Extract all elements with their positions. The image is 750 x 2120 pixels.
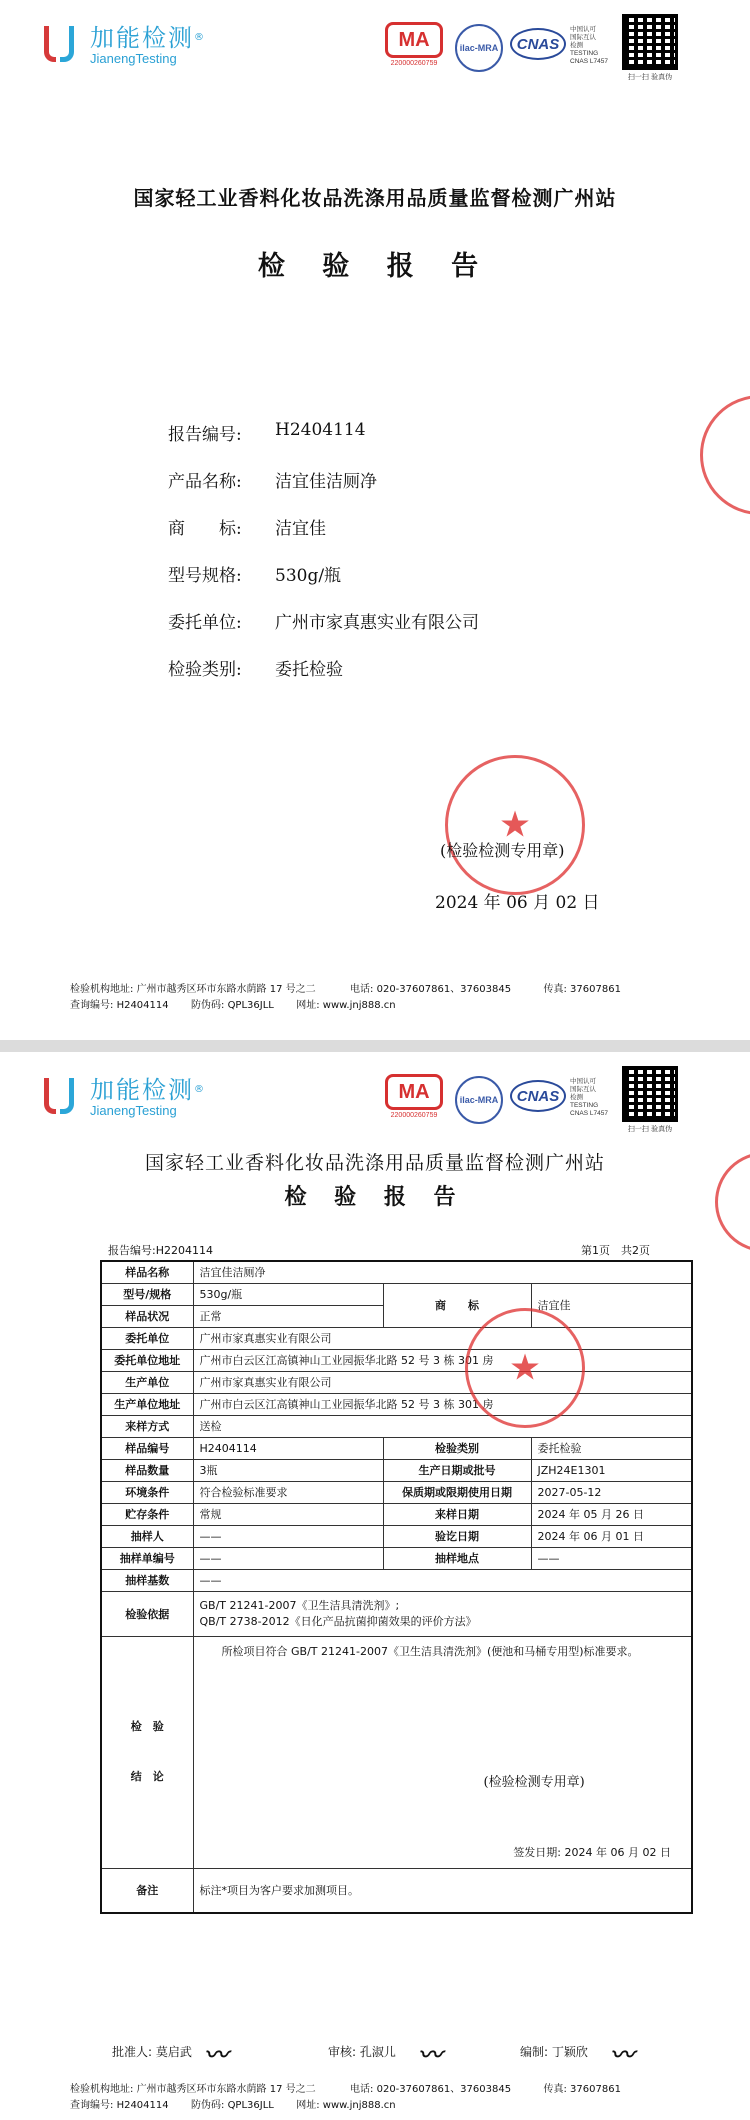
qr-caption: 扫一扫 验真伪 xyxy=(627,73,673,81)
address: 广州市越秀区环市东路水荫路 17 号之二 xyxy=(136,2084,316,2095)
row-label: 来样日期 xyxy=(383,1503,531,1525)
info-label: 委托单位: xyxy=(168,613,242,633)
row-value xyxy=(193,1591,692,1636)
approver-signature-icon: 〰︎ xyxy=(204,2040,228,2069)
row-label: 样品名称 xyxy=(101,1261,193,1283)
row-value: —— xyxy=(193,1547,383,1569)
cnas-label: CNAS xyxy=(510,28,566,60)
fax-label: 传真: xyxy=(543,984,567,995)
page-footer xyxy=(70,2082,621,2114)
logo-en: JianengTesting xyxy=(90,50,177,66)
row-value: 洁宜佳 xyxy=(531,1283,692,1327)
row-label: 样品状况 xyxy=(101,1305,193,1327)
row-value: 3瓶 xyxy=(193,1459,383,1481)
report-title: 检 验 报 告 xyxy=(284,1185,466,1210)
signatures xyxy=(112,2035,690,2069)
table-row xyxy=(101,1415,692,1437)
cnas-text-line: CNAS L7457 xyxy=(570,58,608,65)
row-label: 验讫日期 xyxy=(383,1525,531,1547)
org-name: 国家轻工业香料化妆品洗涤用品质量监督检测广州站 xyxy=(144,1152,605,1174)
info-label: 报告编号: xyxy=(168,425,242,445)
row-label: 委托单位 xyxy=(101,1327,193,1349)
query-label: 查询编号: xyxy=(70,1000,114,1011)
company-logo xyxy=(40,1074,206,1120)
stamp-caption: (检验检测专用章) xyxy=(483,1774,585,1790)
stamp-caption: (检验检测专用章) xyxy=(440,841,565,860)
fax: 37607861 xyxy=(570,2084,621,2095)
cma-label: MA xyxy=(385,1074,443,1110)
fax-label: 传真: xyxy=(543,2084,567,2095)
row-value: —— xyxy=(531,1547,692,1569)
row-label: 商 标 xyxy=(383,1283,531,1327)
conclusion-label-2: 结 论 xyxy=(130,1770,164,1783)
page-indicator: 第1页 共2页 xyxy=(581,1244,650,1257)
table-row xyxy=(101,1591,692,1636)
cnas-text-line: TESTING xyxy=(570,1102,599,1109)
info-row xyxy=(168,561,479,608)
cma-badge xyxy=(385,22,443,72)
cma-number: 220000260759 xyxy=(390,60,438,67)
row-label: 委托单位地址 xyxy=(101,1349,193,1371)
info-value: 530g/瓶 xyxy=(275,566,342,586)
page-header xyxy=(0,1052,750,1142)
report-title: 检 验 报 告 xyxy=(257,251,493,282)
table-row xyxy=(101,1459,692,1481)
row-value: 2027-05-12 xyxy=(531,1481,692,1503)
row-value: H2404114 xyxy=(193,1437,383,1459)
row-value: 标注*项目为客户要求加测项目。 xyxy=(193,1868,692,1913)
row-label: 生产单位地址 xyxy=(101,1393,193,1415)
row-label: 抽样单编号 xyxy=(101,1547,193,1569)
cnas-text-line: 国际互认 xyxy=(570,1086,596,1093)
cma-badge xyxy=(385,1074,443,1124)
editor-signature-icon: 〰︎ xyxy=(610,2040,634,2069)
cnas-text-line: 检测 xyxy=(570,1094,583,1101)
info-value: 广州市家真惠实业有限公司 xyxy=(275,613,479,633)
table-row xyxy=(101,1371,692,1393)
row-value: 广州市白云区江高镇神山工业园振华北路 52 号 3 栋 301 房 xyxy=(193,1393,692,1415)
table-row xyxy=(101,1327,692,1349)
registered-mark: ® xyxy=(194,31,206,43)
address-label: 检验机构地址: xyxy=(70,2084,134,2095)
qr-code-icon[interactable] xyxy=(622,1066,678,1122)
row-value: 广州市白云区江高镇神山工业园振华北路 52 号 3 栋 301 房 xyxy=(193,1349,692,1371)
row-label: 备注 xyxy=(101,1868,193,1913)
info-label: 商 标: xyxy=(168,519,242,539)
table-row xyxy=(101,1868,692,1913)
ilac-mra-badge: ilac-MRA xyxy=(455,24,503,72)
row-label: 环境条件 xyxy=(101,1481,193,1503)
web-link[interactable]: www.jnj888.cn xyxy=(322,2100,396,2111)
official-seal-icon: ★ xyxy=(465,1308,585,1428)
cma-number: 220000260759 xyxy=(390,1112,438,1119)
table-row xyxy=(101,1437,692,1459)
info-row xyxy=(168,608,479,655)
cnas-text-line: TESTING xyxy=(570,50,599,57)
info-row xyxy=(168,420,479,467)
row-value: —— xyxy=(193,1525,383,1547)
phone-label: 电话: xyxy=(350,2084,374,2095)
company-logo xyxy=(40,22,206,68)
table-row xyxy=(101,1547,692,1569)
org-name: 国家轻工业香料化妆品洗涤用品质量监督检测广州站 xyxy=(133,186,617,210)
anti-fake-label: 防伪码: xyxy=(191,2100,225,2111)
row-value: 常规 xyxy=(193,1503,383,1525)
cnas-label: CNAS xyxy=(510,1080,566,1112)
row-value: 正常 xyxy=(193,1305,383,1327)
reviewer: 审核: 孔淑儿 xyxy=(328,2045,396,2059)
row-label: 检验类别 xyxy=(383,1437,531,1459)
info-value: 洁宜佳 xyxy=(275,519,326,539)
table-row xyxy=(101,1393,692,1415)
query-number: H2404114 xyxy=(116,2100,169,2111)
jn-logo-icon xyxy=(40,22,82,68)
row-value: 530g/瓶 xyxy=(193,1283,383,1305)
info-row xyxy=(168,467,479,514)
official-seal-icon: ★ xyxy=(445,755,585,895)
info-label: 产品名称: xyxy=(168,472,242,492)
page-footer xyxy=(70,982,621,1014)
row-value: 2024 年 05 月 26 日 xyxy=(531,1503,692,1525)
sign-date: 签发日期: 2024 年 06 月 02 日 xyxy=(513,1845,671,1859)
table-row xyxy=(101,1283,692,1305)
cnas-badge xyxy=(510,1080,566,1120)
page-header xyxy=(0,0,750,90)
qr-code-icon[interactable] xyxy=(622,14,678,70)
row-label: 样品编号 xyxy=(101,1437,193,1459)
conclusion-cell xyxy=(193,1636,692,1868)
cnas-text-line: 检测 xyxy=(570,42,583,49)
table-row xyxy=(101,1569,692,1591)
conclusion-text: 所检项目符合 GB/T 21241-2007《卫生洁具清洗剂》(便池和马桶专用型)标准要求。 xyxy=(221,1644,639,1658)
row-label: 保质期或限期使用日期 xyxy=(383,1481,531,1503)
query-label: 查询编号: xyxy=(70,2100,114,2111)
row-label: 贮存条件 xyxy=(101,1503,193,1525)
row-value: 符合检验标准要求 xyxy=(193,1481,383,1503)
report-number: 报告编号:H2204114 xyxy=(108,1244,213,1257)
table-row xyxy=(101,1349,692,1371)
row-value: 委托检验 xyxy=(531,1437,692,1459)
cnas-text-line: 国际互认 xyxy=(570,34,596,41)
web-label: 网址: xyxy=(296,1000,320,1011)
logo-cn: 加能检测 xyxy=(90,23,194,52)
row-label: 抽样基数 xyxy=(101,1569,193,1591)
row-value: —— xyxy=(193,1569,692,1591)
edge-seal-icon xyxy=(700,395,750,515)
web-link[interactable]: www.jnj888.cn xyxy=(322,1000,396,1011)
basis-standard-1: GB/T 21241-2007《卫生洁具清洗剂》; xyxy=(199,1598,400,1612)
info-row xyxy=(168,655,479,702)
cnas-text xyxy=(570,26,608,66)
report-cover-page xyxy=(0,0,750,1040)
fax: 37607861 xyxy=(570,984,621,995)
logo-cn: 加能检测 xyxy=(90,1075,194,1104)
row-label: 来样方式 xyxy=(101,1415,193,1437)
report-detail-page xyxy=(0,1052,750,2120)
row-value: 2024 年 06 月 01 日 xyxy=(531,1525,692,1547)
registered-mark: ® xyxy=(194,1083,206,1095)
web-label: 网址: xyxy=(296,2100,320,2111)
row-label: 抽样地点 xyxy=(383,1547,531,1569)
logo-en: JianengTesting xyxy=(90,1102,177,1118)
approver: 批准人: 莫启武 xyxy=(112,2045,192,2059)
qr-caption: 扫一扫 验真伪 xyxy=(627,1125,673,1133)
query-number: H2404114 xyxy=(116,1000,169,1011)
row-value: 广州市家真惠实业有限公司 xyxy=(193,1327,692,1349)
anti-fake-code: QPL36JLL xyxy=(227,1000,274,1011)
report-meta xyxy=(108,1242,650,1258)
row-label: 生产日期或批号 xyxy=(383,1459,531,1481)
address: 广州市越秀区环市东路水荫路 17 号之二 xyxy=(136,984,316,995)
conclusion-label-1: 检 验 xyxy=(130,1720,164,1733)
phone: 020-37607861、37603845 xyxy=(376,984,512,995)
row-label: 生产单位 xyxy=(101,1371,193,1393)
table-row xyxy=(101,1636,692,1868)
row-label: 检验依据 xyxy=(101,1591,193,1636)
info-value: H2404114 xyxy=(275,420,366,440)
anti-fake-label: 防伪码: xyxy=(191,1000,225,1011)
phone-label: 电话: xyxy=(350,984,374,995)
cnas-text-line: 中国认可 xyxy=(570,26,596,33)
cnas-text-line: CNAS L7457 xyxy=(570,1110,608,1117)
info-label: 型号规格: xyxy=(168,566,242,586)
info-label: 检验类别: xyxy=(168,660,242,680)
table-row xyxy=(101,1525,692,1547)
row-label: 样品数量 xyxy=(101,1459,193,1481)
address-label: 检验机构地址: xyxy=(70,984,134,995)
info-value: 委托检验 xyxy=(275,660,343,680)
info-row xyxy=(168,514,479,561)
reviewer-signature-icon: 〰︎ xyxy=(418,2040,442,2069)
editor: 编制: 丁颖欣 xyxy=(520,2045,588,2059)
ilac-mra-badge: ilac-MRA xyxy=(455,1076,503,1124)
cma-label: MA xyxy=(385,22,443,58)
phone: 020-37607861、37603845 xyxy=(376,2084,512,2095)
info-value: 洁宜佳洁厕净 xyxy=(275,472,377,492)
issue-date: 2024 年 06 月 02 日 xyxy=(435,893,600,913)
jn-logo-icon xyxy=(40,1074,82,1120)
cnas-text-line: 中国认可 xyxy=(570,1078,596,1085)
cnas-text xyxy=(570,1078,608,1118)
cnas-badge xyxy=(510,28,566,68)
report-table xyxy=(100,1260,693,1914)
basis-standard-2: QB/T 2738-2012《日化产品抗菌抑菌效果的评价方法》 xyxy=(199,1614,477,1628)
row-label: 抽样人 xyxy=(101,1525,193,1547)
row-value: 广州市家真惠实业有限公司 xyxy=(193,1371,692,1393)
row-value: 洁宜佳洁厕净 xyxy=(193,1261,692,1283)
row-label: 型号/规格 xyxy=(101,1283,193,1305)
row-value: JZH24E1301 xyxy=(531,1459,692,1481)
report-info xyxy=(168,420,479,702)
table-row xyxy=(101,1261,692,1283)
row-value: 送检 xyxy=(193,1415,692,1437)
table-row xyxy=(101,1481,692,1503)
table-row xyxy=(101,1503,692,1525)
row-label xyxy=(101,1636,193,1868)
anti-fake-code: QPL36JLL xyxy=(227,2100,274,2111)
